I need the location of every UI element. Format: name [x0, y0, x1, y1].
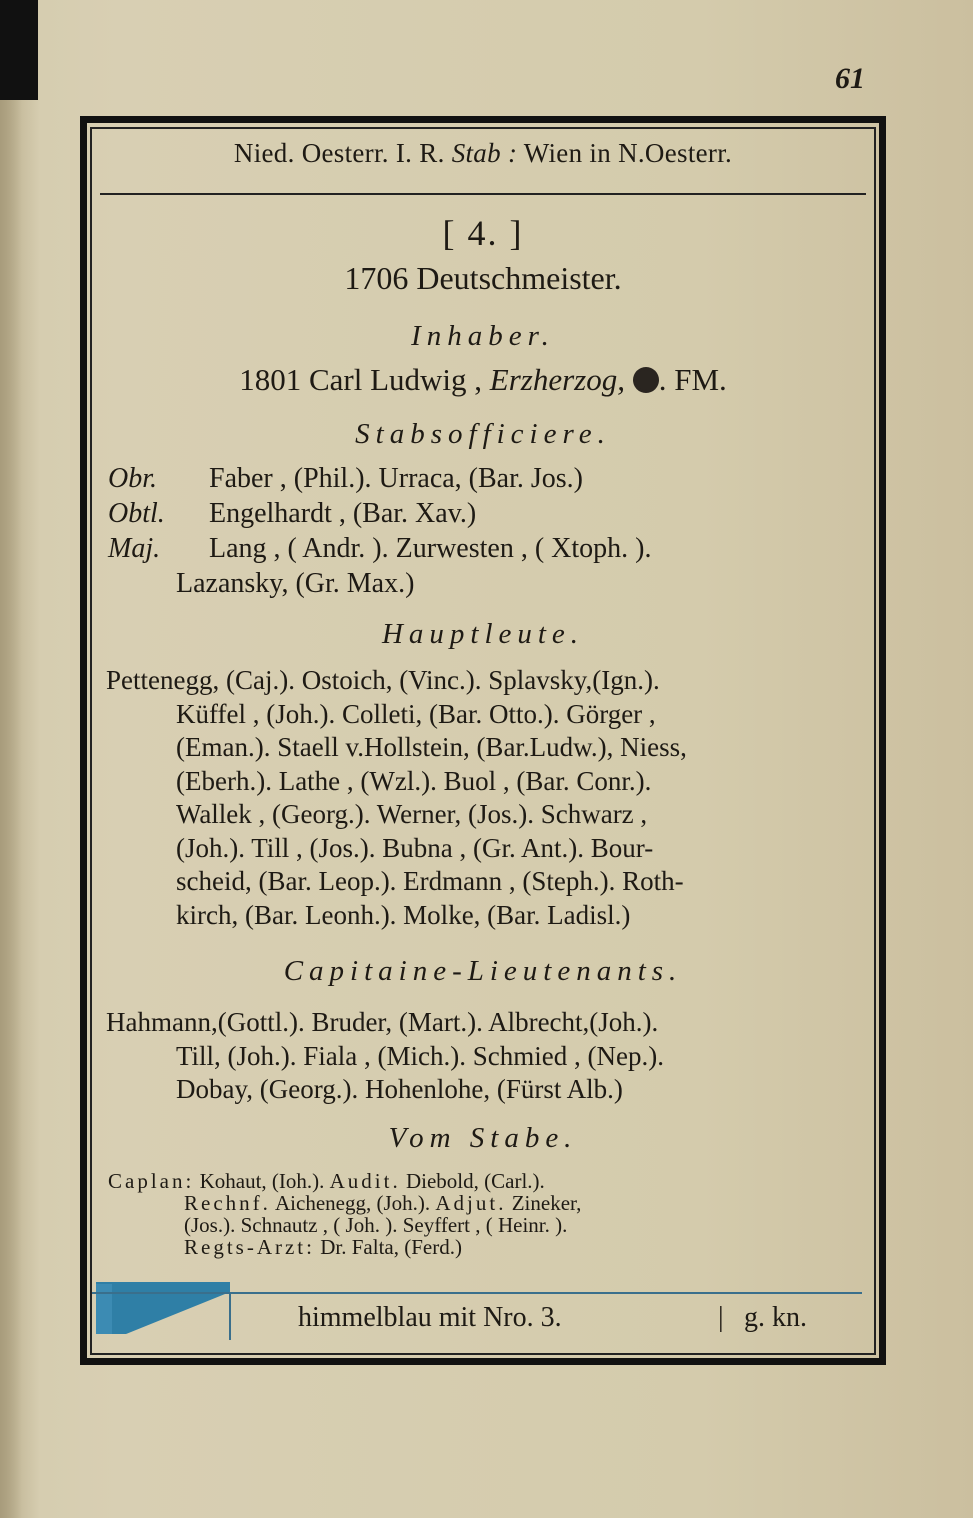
section-hauptleute-heading: Hauptleute.: [381, 618, 585, 650]
staff-label: Caplan:: [108, 1169, 195, 1193]
footer-divider: [229, 1292, 231, 1340]
spine-edge: [0, 0, 38, 100]
section-capitaine-heading: Capitaine-Lieutenants.: [283, 955, 683, 987]
header-location: Wien in N.Oesterr.: [523, 138, 733, 168]
list-line: Hahmann,(Gottl.). Bruder, (Mart.). Albrecht,(Joh.).: [106, 1007, 659, 1037]
header-stab: Stab :: [451, 138, 518, 168]
list-line: Wallek , (Georg.). Werner, (Jos.). Schwarz ,: [176, 799, 648, 829]
inhaber-title: Erzherzog,: [489, 362, 625, 397]
list-line: Pettenegg, (Caj.). Ostoich, (Vinc.). Splavsky,(Ign.).: [106, 665, 660, 695]
section-stabsofficiere-heading: Stabsofficiere.: [355, 418, 611, 450]
staff-name: Aichenegg, (Joh.).: [275, 1191, 431, 1215]
staff-name: (Jos.). Schnautz , ( Joh. ). Seyffert , ( Heinr. ).: [184, 1213, 568, 1237]
list-line: scheid, (Bar. Leop.). Erdmann , (Steph.). Roth-: [176, 866, 684, 896]
list-line: [108, 1192, 858, 1214]
staff-name: Kohaut, (Ioh.).: [199, 1169, 325, 1193]
list-line: [108, 1236, 858, 1258]
staff-name: Zineker,: [511, 1191, 582, 1215]
order-star-icon: [633, 367, 659, 393]
staff-label: Regts-Arzt:: [184, 1235, 315, 1259]
rank-label: Obtl.: [108, 498, 165, 529]
hauptleute-list: [106, 664, 858, 932]
regiment-number: [ 4. ]: [442, 213, 524, 253]
staff-label: Rechnf.: [184, 1191, 271, 1215]
inhaber-name: 1801 Carl Ludwig ,: [239, 362, 483, 397]
page-header: [100, 138, 866, 169]
staff-label: Audit.: [329, 1169, 401, 1193]
section-vom-stabe-heading: Vom Stabe.: [388, 1122, 578, 1154]
list-line: Küffel , (Joh.). Colleti, (Bar. Otto.). Görger ,: [176, 698, 656, 729]
rank-label: Maj.: [108, 533, 161, 564]
capitaine-list: [106, 1006, 858, 1107]
stabsofficier-row: [176, 567, 926, 601]
stabsofficier-row: [108, 497, 858, 531]
vom-stabe-list: [108, 1170, 858, 1258]
list-line: (Joh.). Till , (Jos.). Bubna , (Gr. Ant.). Bour-: [176, 832, 654, 863]
facing-color-swatch: [96, 1282, 230, 1338]
button-color: g. kn.: [744, 1302, 807, 1333]
stabsofficier-row: [108, 462, 858, 496]
officer-names: Lazansky, (Gr. Max.): [176, 568, 415, 599]
officer-names: Faber , (Phil.). Urraca, (Bar. Jos.): [209, 463, 584, 494]
uniform-description: himmelblau mit Nro. 3.: [298, 1302, 562, 1333]
inhaber-line: [100, 362, 866, 398]
section-inhaber-heading: Inhaber.: [411, 320, 555, 352]
page-number: 61: [835, 62, 865, 95]
inhaber-rank: . FM.: [658, 362, 727, 397]
stabsofficier-row: [108, 532, 858, 566]
footer-separator: |: [718, 1302, 724, 1333]
list-line: kirch, (Bar. Leonh.). Molke, (Bar. Ladisl.): [176, 899, 631, 930]
regiment-name: 1706 Deutschmeister.: [344, 260, 622, 296]
rank-label: Obr.: [108, 463, 158, 494]
list-line: [108, 1170, 858, 1192]
list-line: (Eman.). Staell v.Hollstein, (Bar.Ludw.), Niess,: [176, 732, 687, 762]
staff-label: Adjut.: [435, 1191, 507, 1215]
header-region: Nied. Oesterr. I. R.: [233, 138, 445, 168]
officer-names: Lang , ( Andr. ). Zurwesten , ( Xtoph. ).: [209, 533, 652, 564]
officer-names: Engelhardt , (Bar. Xav.): [209, 498, 477, 529]
footer-rule: [92, 1292, 862, 1294]
staff-name: Diebold, (Carl.).: [405, 1169, 545, 1193]
list-line: (Eberh.). Lathe , (Wzl.). Buol , (Bar. Conr.).: [176, 765, 652, 796]
header-rule: [100, 193, 866, 195]
staff-name: Dr. Falta, (Ferd.): [320, 1235, 462, 1259]
list-line: [108, 1214, 858, 1236]
list-line: Dobay, (Georg.). Hohenlohe, (Fürst Alb.): [176, 1074, 623, 1104]
list-line: Till, (Joh.). Fiala , (Mich.). Schmied , (Nep.).: [176, 1040, 664, 1071]
gutter-shadow: [0, 100, 22, 1518]
